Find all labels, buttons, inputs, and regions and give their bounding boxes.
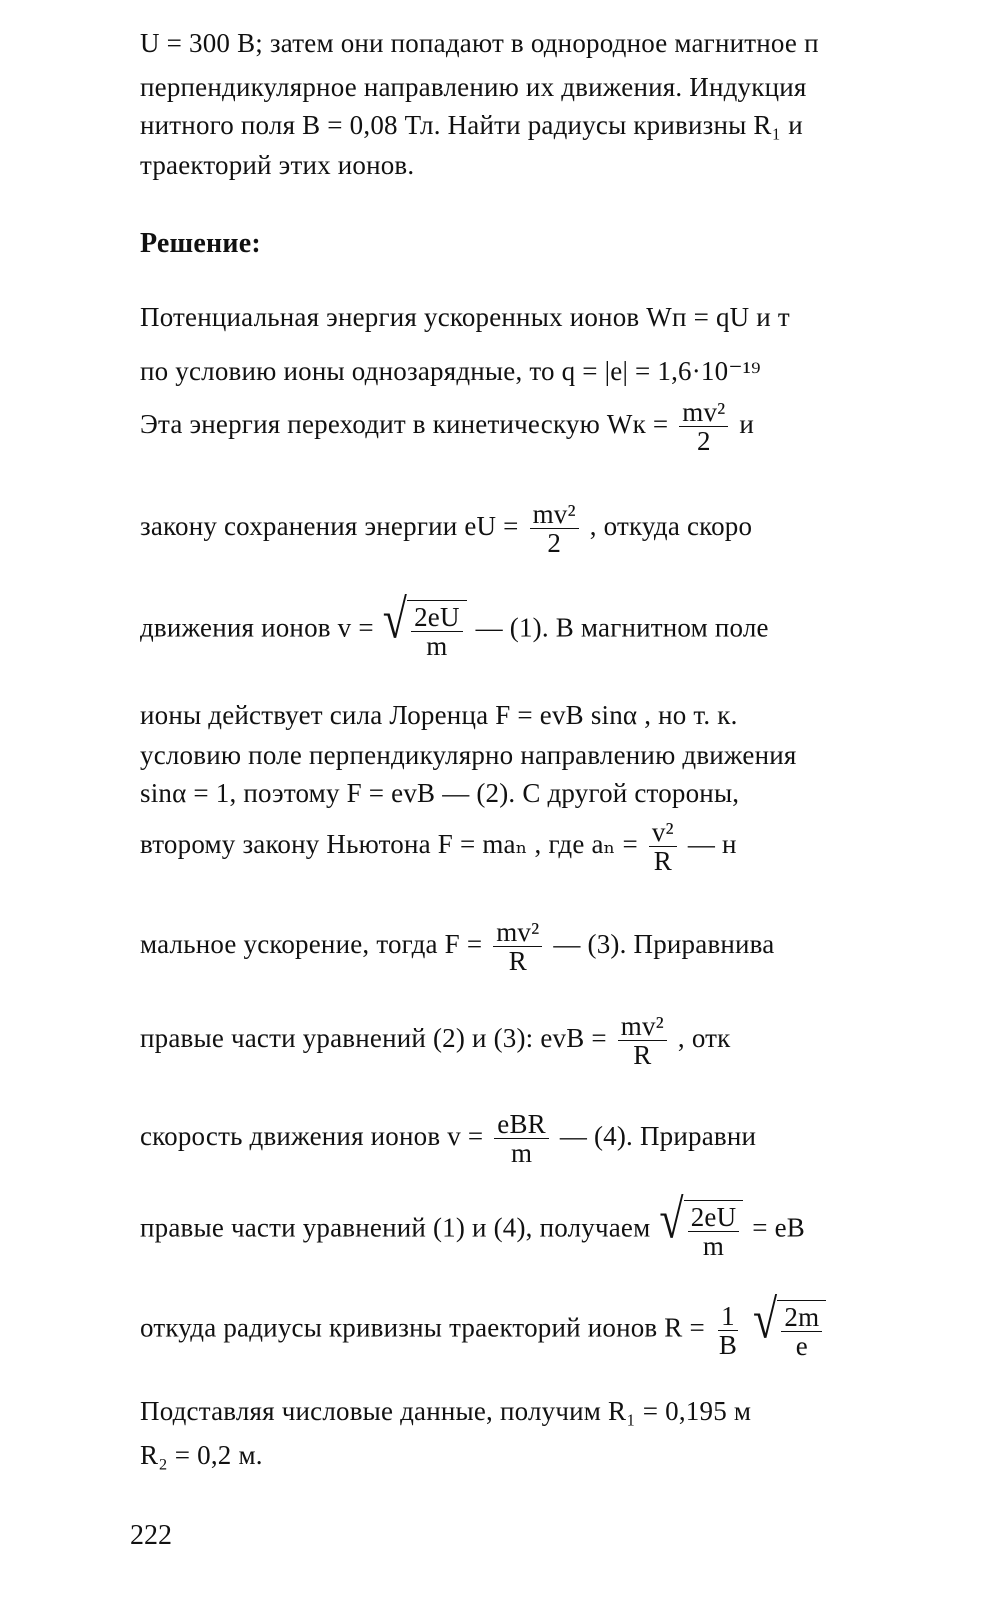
solution-line-12 xyxy=(140,1110,756,1168)
equation-sqrt xyxy=(659,1188,743,1262)
solution-heading: Решение: xyxy=(140,228,261,259)
solution-line-1: Потенциальная энергия ускоренных ионов Wп = qU и т xyxy=(140,302,790,332)
solution-line-14 xyxy=(140,1288,828,1362)
radical-sign: √ xyxy=(659,1188,684,1250)
fraction-denominator: R xyxy=(633,1040,652,1071)
solution-line-4 xyxy=(140,500,752,558)
solution-line-3 xyxy=(140,398,754,456)
radical-sign: √ xyxy=(382,588,408,650)
solution-line-10 xyxy=(140,918,774,976)
solution-line-11 xyxy=(140,1012,730,1070)
fraction-numerator: mv² xyxy=(679,398,728,427)
fraction-denominator: m xyxy=(510,1138,533,1169)
solution-line-10-end: — (3). Приравнива xyxy=(553,929,775,960)
solution-line-5 xyxy=(140,588,769,662)
solution-line-13-end: = eB xyxy=(752,1212,806,1243)
solution-line-5-end: — (1). В магнитном поле xyxy=(475,612,769,643)
force-fraction xyxy=(493,918,542,976)
problem-line-4: траекторий этих ионов. xyxy=(140,150,415,180)
fraction-denominator: R xyxy=(653,846,672,877)
solution-line-5-text: движения ионов v = xyxy=(140,612,374,643)
solution-line-11-text: правые части уравнений (2) и (3): evB = xyxy=(140,1023,607,1054)
solution-line-9-text: второму закону Ньютона F = maₙ , где aₙ = xyxy=(140,829,638,860)
sqrt-fraction xyxy=(781,1303,822,1361)
solution-line-3-text: Эта энергия переходит в кинетическую Wк = xyxy=(140,409,669,440)
solution-line-14-text: откуда радиусы кривизны траекторий ионов R = xyxy=(140,1312,705,1343)
fraction-denominator: 2 xyxy=(547,528,562,559)
solution-line-9 xyxy=(140,818,737,876)
problem-line-2: перпендикулярное направлению их движения. Индукция xyxy=(140,72,807,102)
solution-line-8: sinα = 1, поэтому F = evB — (2). С другой стороны, xyxy=(140,778,740,808)
fraction-denominator: 2 xyxy=(697,426,711,457)
radical-sign: √ xyxy=(753,1288,778,1350)
fraction-numerator: v² xyxy=(649,818,677,847)
solution-line-4-text: закону сохранения энергии eU = xyxy=(140,511,519,542)
radius-prefactor-fraction xyxy=(716,1302,740,1360)
page-number: 222 xyxy=(130,1520,172,1551)
solution-line-13 xyxy=(140,1188,806,1262)
sqrt-fraction xyxy=(688,1203,740,1261)
kinetic-energy-fraction xyxy=(679,398,728,456)
equality-fraction xyxy=(618,1012,667,1070)
problem-line-3: нитного поля B = 0,08 Тл. Найти радиусы кривизны R₁ и xyxy=(140,110,803,140)
fraction-numerator: 1 xyxy=(718,1302,738,1331)
solution-line-16: R₂ = 0,2 м. xyxy=(140,1440,263,1470)
problem-line-1: U = 300 В; затем они попадают в однородное магнитное п xyxy=(140,28,819,58)
fraction-denominator: m xyxy=(702,1231,725,1262)
solution-line-4-end: , откуда скоро xyxy=(589,511,753,542)
acceleration-fraction xyxy=(649,818,677,876)
fraction-numerator: mv² xyxy=(530,500,579,529)
fraction-numerator: mv² xyxy=(493,918,542,947)
fraction-numerator: 2eU xyxy=(411,603,463,632)
solution-line-9-end: — н xyxy=(687,829,737,860)
fraction-numerator: 2eU xyxy=(688,1203,740,1232)
solution-line-2: по условию ионы однозарядные, то q = |e| = 1,6·10⁻¹⁹ xyxy=(140,356,761,386)
fraction-numerator: 2m xyxy=(781,1303,822,1332)
solution-line-12-end: — (4). Приравни xyxy=(559,1121,757,1152)
energy-conservation-fraction xyxy=(530,500,579,558)
radius-sqrt xyxy=(753,1288,826,1362)
fraction-denominator: R xyxy=(508,946,527,977)
fraction-numerator: eBR xyxy=(494,1110,549,1139)
solution-line-12-text: скорость движения ионов v = xyxy=(140,1121,484,1152)
solution-line-13-text: правые части уравнений (1) и (4), получаем xyxy=(140,1212,651,1243)
sqrt-fraction xyxy=(411,603,463,661)
solution-line-3-end: и xyxy=(739,409,755,440)
fraction-denominator: m xyxy=(426,631,448,662)
fraction-denominator: B xyxy=(718,1329,738,1360)
speed-fraction xyxy=(494,1110,549,1168)
solution-line-7: условию поле перпендикулярно направлению движения xyxy=(140,740,797,770)
fraction-numerator: mv² xyxy=(618,1012,667,1041)
solution-line-15: Подставляя числовые данные, получим R₁ = 0,195 м xyxy=(140,1396,752,1426)
solution-line-6: ионы действует сила Лоренца F = evB sinα , но т. к. xyxy=(140,700,738,730)
fraction-denominator: e xyxy=(795,1331,808,1362)
solution-line-11-end: , отк xyxy=(677,1023,731,1054)
solution-line-10-text: мальное ускорение, тогда F = xyxy=(140,929,483,960)
velocity-sqrt xyxy=(382,588,467,662)
